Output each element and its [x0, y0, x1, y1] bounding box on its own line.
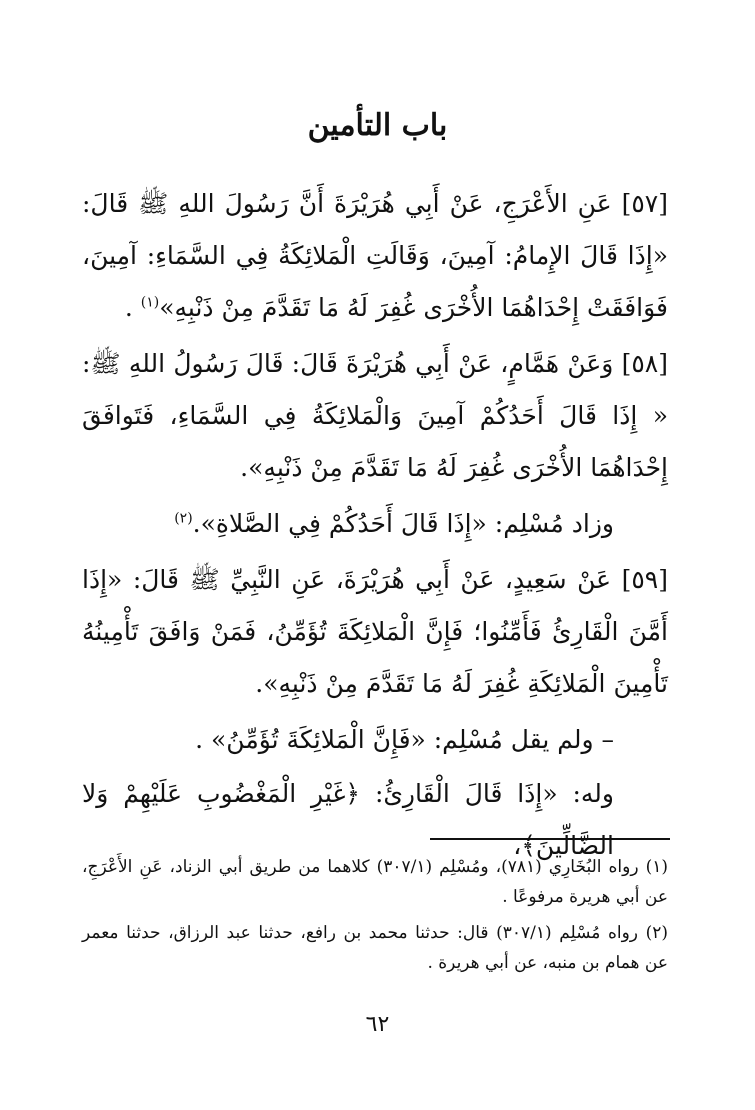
chapter-title: باب التأمين [307, 108, 448, 143]
footnote-divider [430, 838, 670, 840]
footnote-2: (٢) رواه مُسْلِم (٣٠٧/١) قال: حدثنا محمد بن رافع، حدثنا عبد الرزاق، حدثنا معمر عن همام بن منبه، عن أبي هريرة . [82, 923, 668, 973]
footnotes [82, 852, 668, 984]
footnote-1: (١) رواه البُخَارِي (٧٨١)، ومُسْلِم (٣٠٧/١) كلاهما من طريق أبي الزناد، عَنِ الأَعْرَجِ، عن أبي هريرة مرفوعًا . [82, 857, 669, 907]
footnote-ref-2[interactable]: (٢) [174, 510, 193, 527]
main-text [82, 178, 668, 874]
hadith-59: [٥٩] عَنْ سَعِيدٍ، عَنْ أَبِي هُرَيْرَةَ، عَنِ النَّبِيِّ ﷺ قَالَ: «إِذَا أَمَّنَ الْقَارِئُ فَأَمِّنُوا؛ فَإِنَّ الْمَلائِكَةَ تُؤَمِّنُ، فَمَنْ وَافَقَ تَأْمِينُهُ تَأْمِينَ الْمَلائِكَةِ غُفِرَ لَهُ مَا تَقَدَّمَ مِنْ ذَنْبِهِ». [82, 565, 668, 698]
hadith-57: [٥٧] عَنِ الأَعْرَجِ، عَنْ أَبِي هُرَيْرَةَ أَنَّ رَسُولَ اللهِ ﷺ قَالَ: «إِذَا قَالَ الإِمامُ: آمِينَ، وَقَالَتِ الْمَلائِكَةُ فِي السَّمَاءِ: آمِينَ، فَوَافَقَتْ إِحْدَاهُمَا الأُخْرَى غُفِرَ لَهُ مَا تَقَدَّمَ مِنْ ذَنْبِهِ»$^{(١)}$ . [82, 189, 668, 322]
page-number: ٦٢ [365, 1012, 390, 1037]
muslim-omission-note: – ولم يقل مُسْلِم: «فَإِنَّ الْمَلائِكَةَ تُؤَمِّنُ» . [195, 725, 614, 754]
additional-narration: وله: «إِذَا قَالَ الْقَارِئُ: ﴿غَيْرِ الْمَغْضُوبِ عَلَيْهِمْ وَلا الضَّالِّينَ﴾، [82, 779, 614, 860]
hadith-58: [٥٨] وَعَنْ هَمَّامٍ، عَنْ أَبِي هُرَيْرَةَ قَالَ: قَالَ رَسُولُ اللهِ ﷺ: « إِذَا قَالَ أَحَدُكُمْ آمِينَ وَالْمَلائِكَةُ فِي السَّمَاءِ، فَتَوافَقَ إِحْدَاهُمَا الأُخْرَى غُفِرَ لَهُ مَا تَقَدَّمَ مِنْ ذَنْبِهِ». [82, 349, 668, 482]
footnote-ref-1[interactable]: (١) [140, 294, 160, 311]
muslim-addition: وزاد مُسْلِم: «إِذَا قَالَ أَحَدُكُمْ فِي الصَّلاةِ».$^{(٢)}$ [174, 509, 614, 538]
